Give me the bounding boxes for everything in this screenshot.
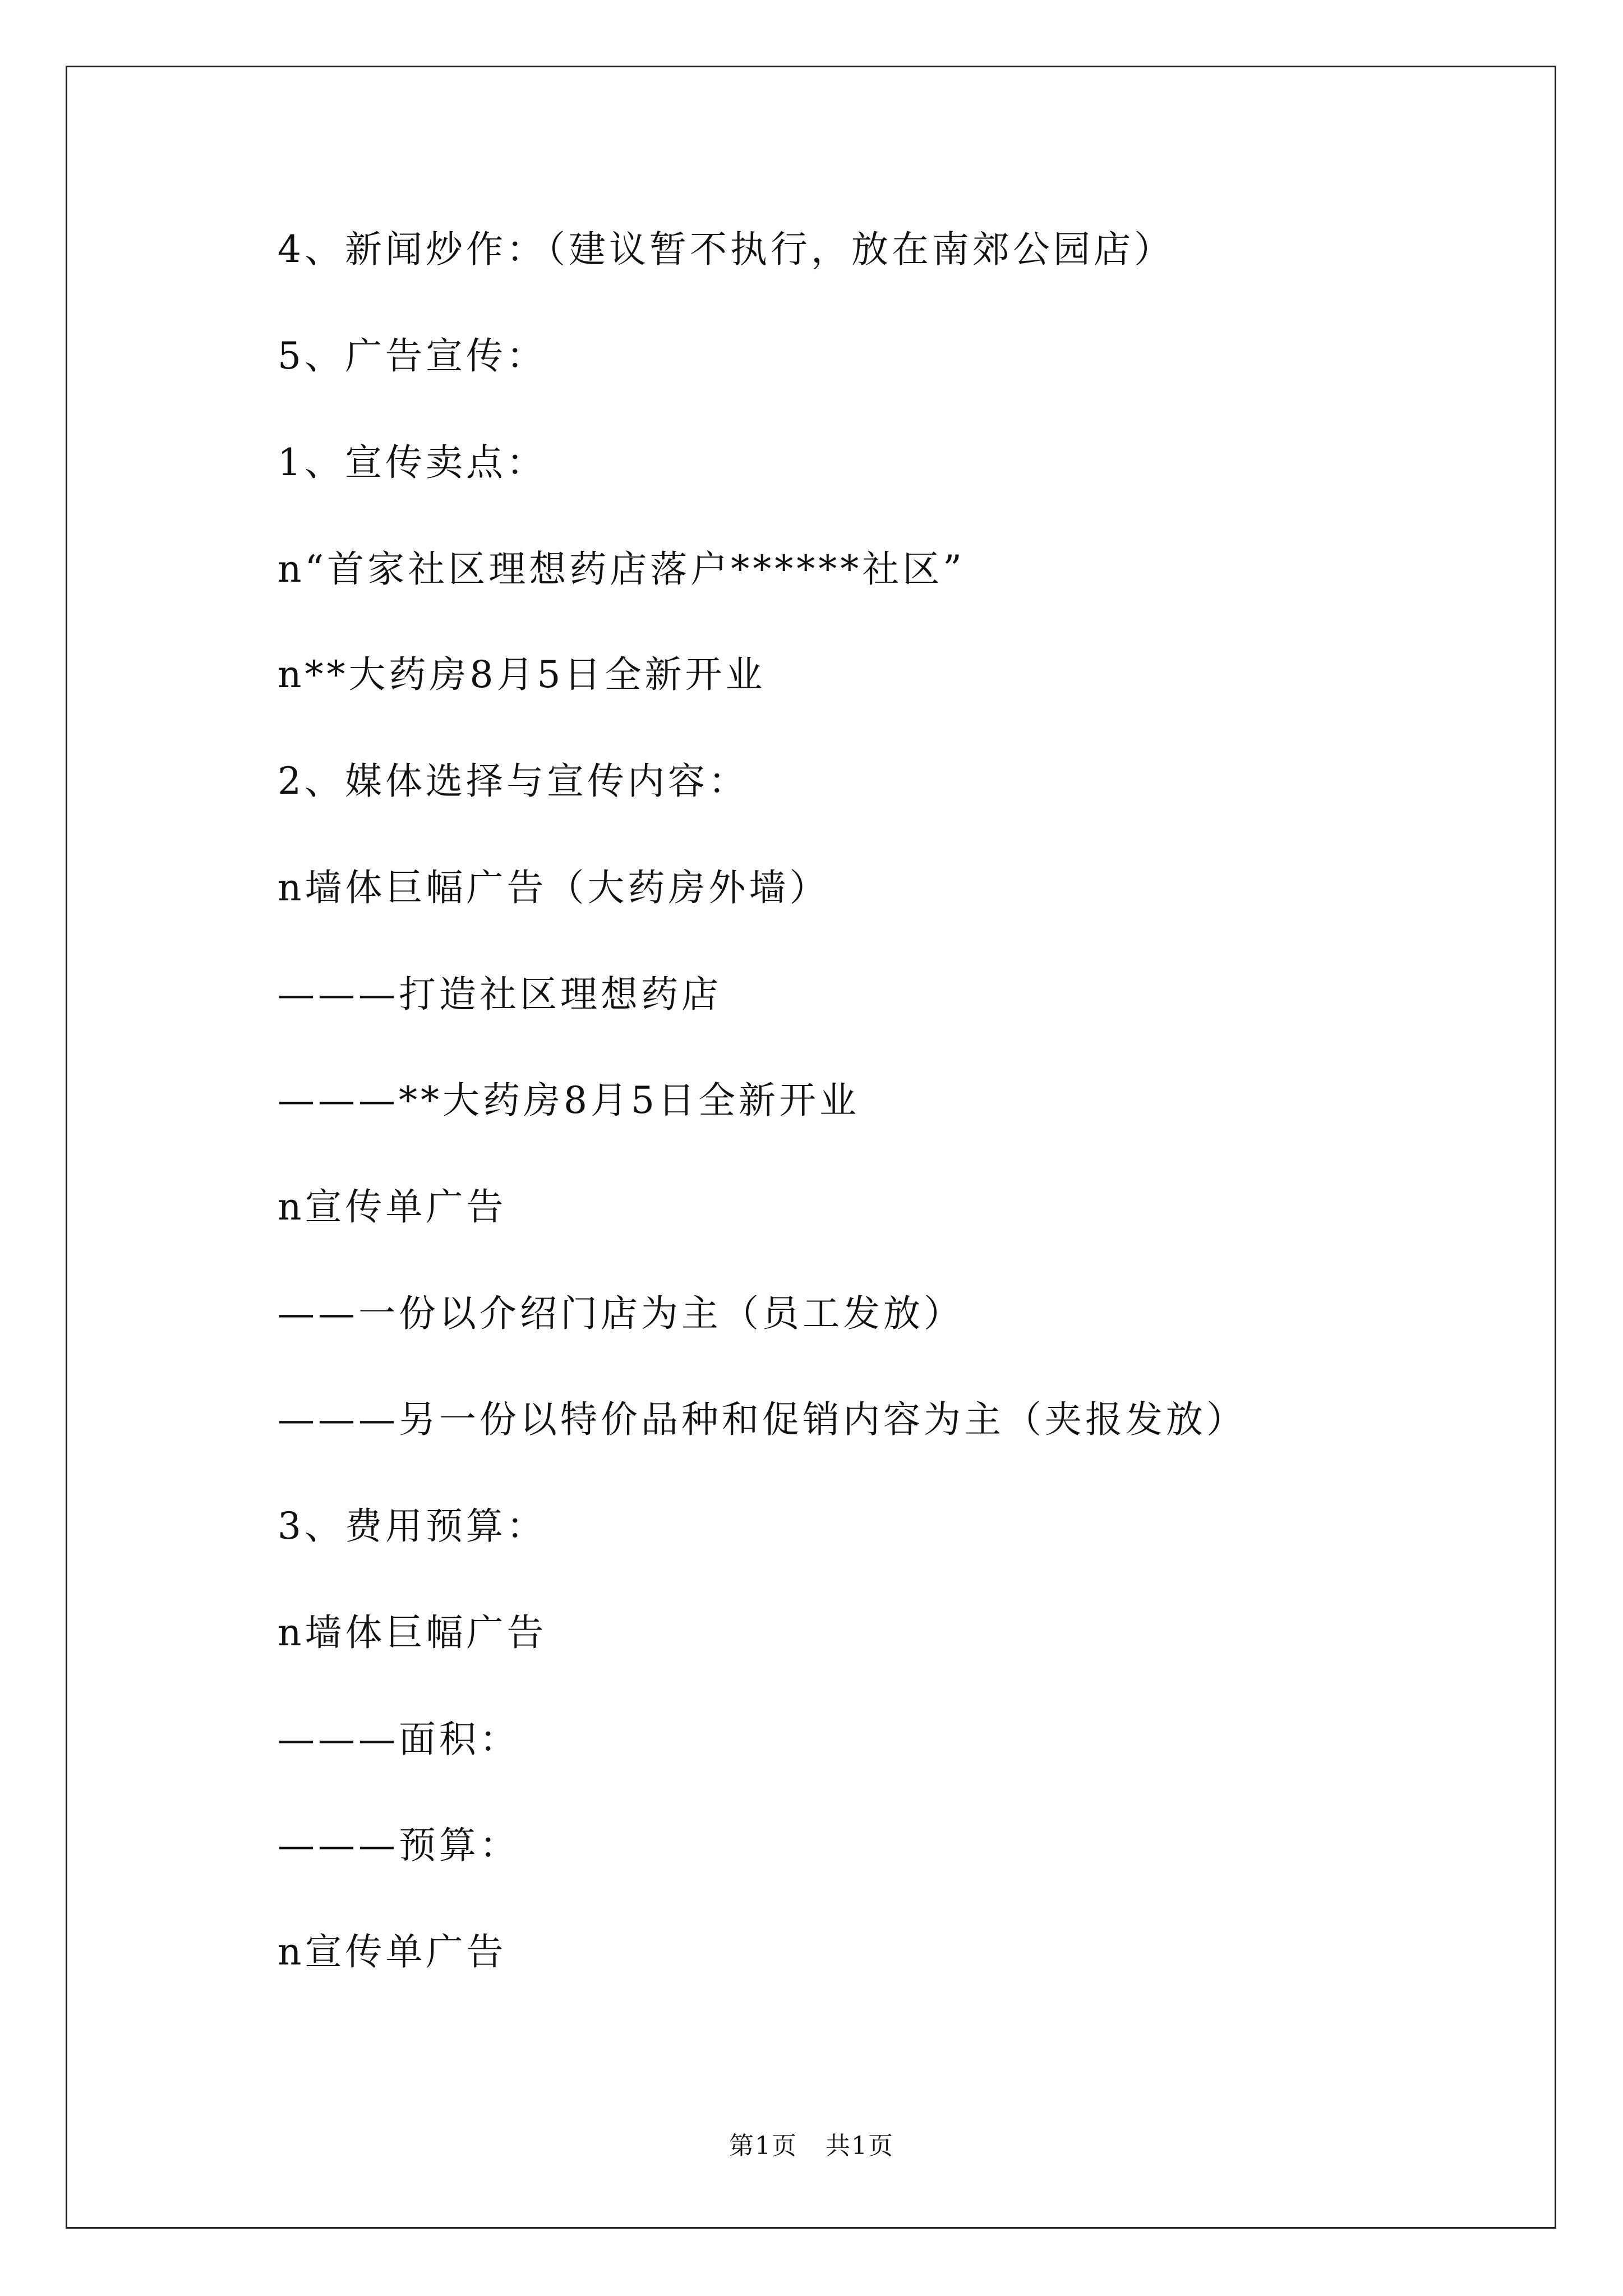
page-footer — [0, 2131, 1623, 2162]
text-line: n**大药房8月5日全新开业 — [278, 653, 766, 696]
page-border — [66, 66, 1556, 2229]
text-line: n“首家社区理想药店落户******社区” — [278, 547, 965, 591]
text-line: ——一份以介绍门店为主（员工发放） — [278, 1292, 964, 1335]
text-line: n墙体巨幅广告（大药房外墙） — [278, 866, 830, 909]
text-line: ———打造社区理想药店 — [278, 973, 722, 1016]
text-line: 3、费用预算： — [278, 1504, 547, 1548]
text-line: ———另一份以特价品种和促销内容为主（夹报发放） — [278, 1398, 1247, 1441]
page-total: 共1页 — [826, 2132, 894, 2160]
text-line: ———面积： — [278, 1718, 520, 1761]
text-line: 5、广告宣传： — [278, 334, 547, 378]
text-line: ———**大药房8月5日全新开业 — [278, 1079, 860, 1122]
text-line: n墙体巨幅广告 — [278, 1611, 547, 1654]
text-line: 1、宣传卖点： — [278, 441, 547, 484]
text-line: ———预算： — [278, 1824, 520, 1867]
text-line: 2、媒体选择与宣传内容： — [278, 760, 749, 803]
text-line: n宣传单广告 — [278, 1930, 507, 1973]
text-line: n宣传单广告 — [278, 1185, 507, 1228]
text-line: 4、新闻炒作：（建议暂不执行，放在南郊公园店） — [278, 228, 1174, 271]
page-number: 第1页 — [729, 2132, 797, 2160]
